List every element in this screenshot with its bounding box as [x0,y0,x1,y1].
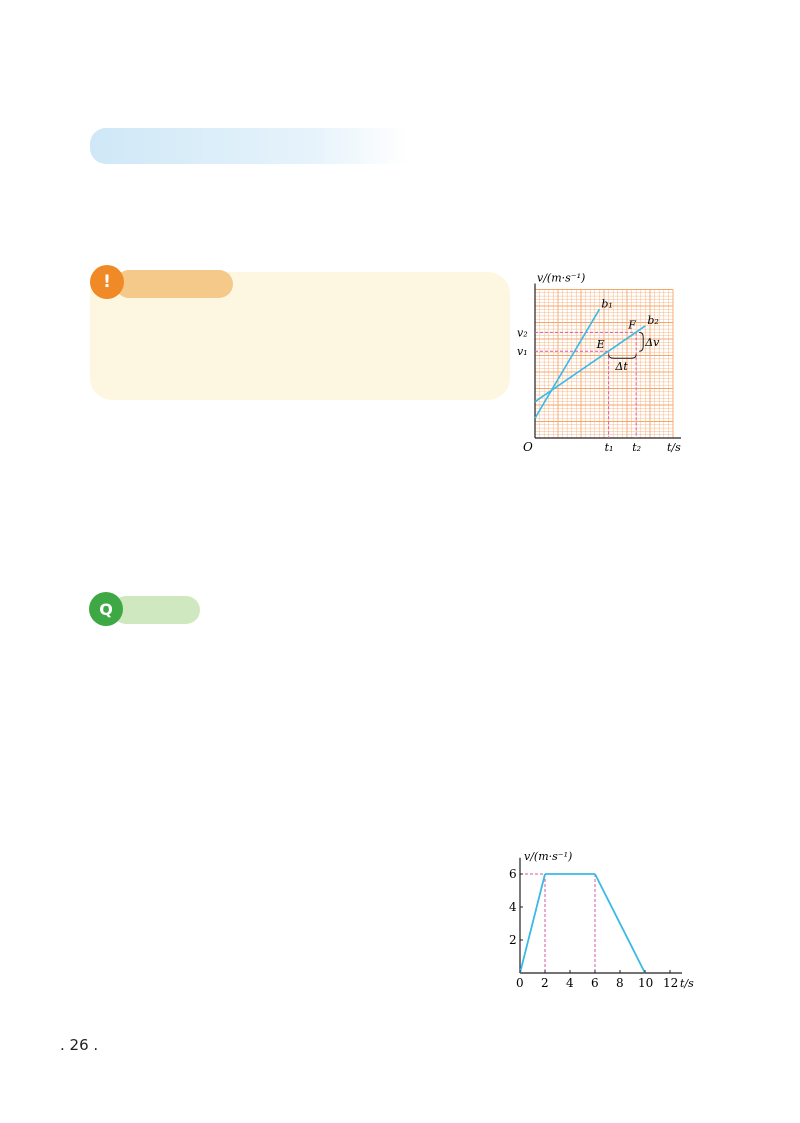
point-label-f: F [628,318,636,332]
x-axis-label: t/s [667,441,681,454]
x-tick-label: 0 [516,976,524,990]
x-tick-label: 12 [663,976,679,990]
y-tick-label: 6 [509,867,517,881]
series-segment-1 [520,874,545,973]
x-axis-label: t/s [680,977,694,990]
y-tick-label-v2: v₂ [517,326,528,340]
figure-1-5-2-chart [515,271,695,454]
y-tick-label: 4 [509,900,517,914]
x-tick-label: 2 [541,976,549,990]
series-label-1: b₁ [601,297,613,311]
chart2-marks [509,850,694,990]
x-tick-label: 6 [591,976,599,990]
x-tick-label-t1: t₁ [604,441,614,454]
discussion-tag [115,270,233,298]
exercise-tag [112,596,200,624]
chart1-grid [535,290,673,439]
y-tick-label: 2 [509,933,517,947]
y-tick-label-v1: v₁ [517,345,528,359]
lightbulb-icon: ! [90,265,124,299]
section-banner [90,128,408,164]
x-tick-label: 10 [638,976,654,990]
y-axis-label: v/(m·s⁻¹) [537,271,586,285]
x-tick-label: 8 [616,976,624,990]
x-tick-label-origin: O [523,440,533,454]
figure-1-5-3-chart [500,845,700,995]
series-segment-3 [595,874,645,973]
delta-v-brace [639,332,643,351]
delta-t-label: Δt [615,360,628,374]
series-label-2: b₂ [647,313,659,327]
magnifier-icon: Q [89,592,123,626]
page-number: . 26 . [60,1036,99,1054]
chart1-marks [517,272,681,455]
point-label-e: E [596,338,605,352]
y-axis-label: v/(m·s⁻¹) [524,849,573,863]
x-tick-label: 4 [566,976,574,990]
delta-v-label: Δv [645,335,660,349]
x-tick-label-t2: t₂ [632,441,642,454]
